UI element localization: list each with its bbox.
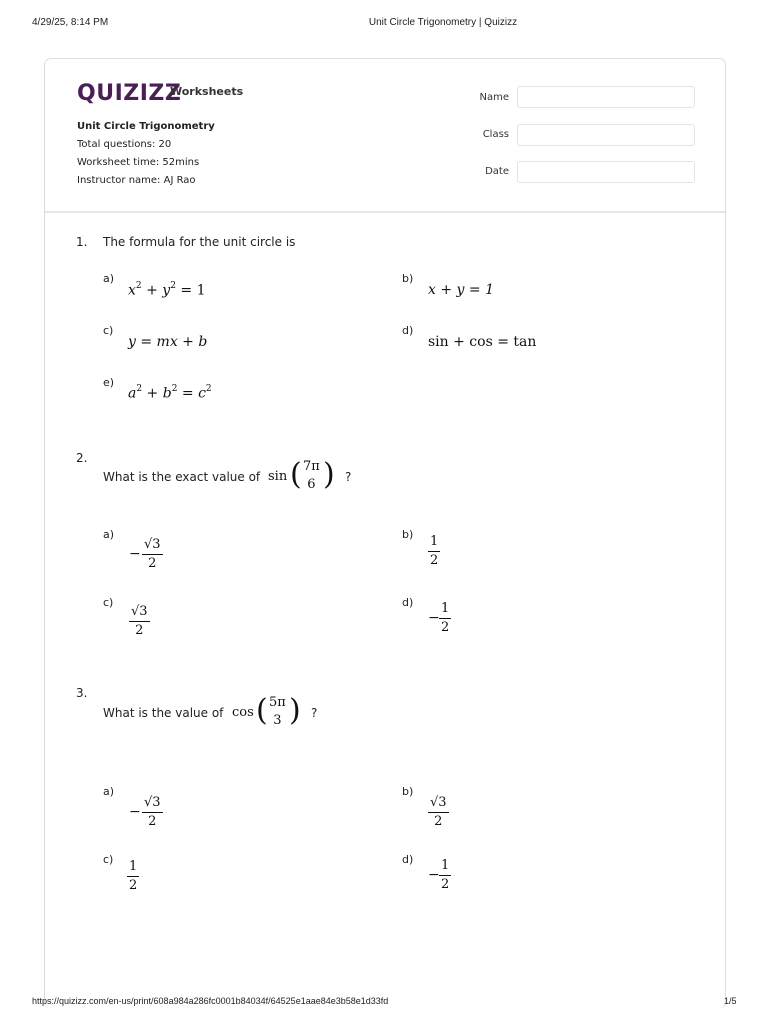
- left-paren: (: [290, 457, 302, 492]
- option-c-fraction[interactable]: $\frac{√3}{2}$: [131, 604, 148, 638]
- question-mark: ?: [345, 470, 352, 484]
- option-label: b): [402, 272, 414, 285]
- question-number: 1.: [76, 235, 88, 249]
- option-label: b): [402, 528, 414, 541]
- negative-sign: −: [129, 804, 141, 820]
- option-d-fraction[interactable]: $\frac{1}{2}$: [441, 601, 450, 635]
- logo-subtitle: Worksheets: [170, 85, 244, 98]
- question-text: The formula for the unit circle is: [103, 235, 296, 249]
- option-label: d): [402, 596, 414, 609]
- option-label: a): [103, 785, 115, 798]
- right-paren: ): [323, 457, 335, 492]
- date-label: Date: [485, 166, 509, 177]
- worksheet-page: [44, 58, 726, 1009]
- print-url: https://quizizz.com/en-us/print/608a984a286fc0001b84034f/64525e1aae84e3b58e1d33fd: [32, 996, 389, 1006]
- option-label: a): [103, 528, 115, 541]
- option-b-formula[interactable]: x + y = 1: [428, 282, 494, 298]
- option-label: c): [103, 853, 114, 866]
- question-text: What is the value of: [103, 706, 224, 720]
- option-label: d): [402, 324, 414, 337]
- date-field[interactable]: [517, 161, 695, 183]
- name-label: Name: [479, 92, 509, 103]
- print-title: Unit Circle Trigonometry | Quizizz: [368, 17, 518, 28]
- question-text: What is the exact value of: [103, 470, 261, 484]
- option-a-formula[interactable]: $x^2 + y^2 = 1$: [128, 281, 206, 299]
- quizizz-logo: QUIZIZZ: [77, 81, 182, 106]
- print-header: [0, 17, 768, 31]
- question-number: 3.: [76, 686, 88, 700]
- worksheet-header: [45, 59, 725, 213]
- worksheet-time: Worksheet time: 52mins: [77, 157, 200, 168]
- worksheet-title: Unit Circle Trigonometry: [77, 121, 215, 132]
- name-field[interactable]: [517, 86, 695, 108]
- option-a-fraction[interactable]: $\frac{√3}{2}$: [144, 537, 161, 571]
- option-label: c): [103, 596, 114, 609]
- option-label: d): [402, 853, 414, 866]
- trig-function: cos: [232, 705, 254, 720]
- question-mark: ?: [311, 706, 318, 720]
- class-field[interactable]: [517, 124, 695, 146]
- option-a-fraction[interactable]: $\frac{√3}{2}$: [144, 795, 161, 829]
- right-paren: ): [289, 693, 301, 728]
- argument-fraction: 7π 6: [303, 459, 320, 492]
- option-label: c): [103, 324, 114, 337]
- argument-fraction: 5π 3: [269, 695, 286, 728]
- negative-sign: −: [428, 610, 440, 626]
- negative-sign: −: [428, 867, 440, 883]
- trig-function: sin: [268, 469, 288, 484]
- left-paren: (: [256, 693, 268, 728]
- class-label: Class: [482, 129, 509, 140]
- option-b-fraction[interactable]: $\frac{√3}{2}$: [430, 795, 447, 829]
- total-questions: Total questions: 20: [77, 139, 172, 150]
- negative-sign: −: [129, 546, 141, 562]
- option-c-formula[interactable]: y = mx + b: [128, 334, 208, 350]
- option-label: b): [402, 785, 414, 798]
- option-d-formula[interactable]: sin + cos = tan: [428, 334, 537, 350]
- option-e-formula[interactable]: $a^2 + b^2 = c^2$: [128, 384, 212, 402]
- question-number: 2.: [76, 451, 88, 465]
- print-date: 4/29/25, 8:14 PM: [32, 17, 109, 28]
- option-b-fraction[interactable]: $\frac{1}{2}$: [430, 534, 439, 568]
- option-c-fraction[interactable]: $\frac{1}{2}$: [129, 859, 138, 893]
- page-number: 1/5: [724, 996, 737, 1006]
- option-label: e): [103, 376, 115, 389]
- option-d-fraction[interactable]: $\frac{1}{2}$: [441, 858, 450, 892]
- instructor-name: Instructor name: AJ Rao: [77, 175, 196, 186]
- option-label: a): [103, 272, 115, 285]
